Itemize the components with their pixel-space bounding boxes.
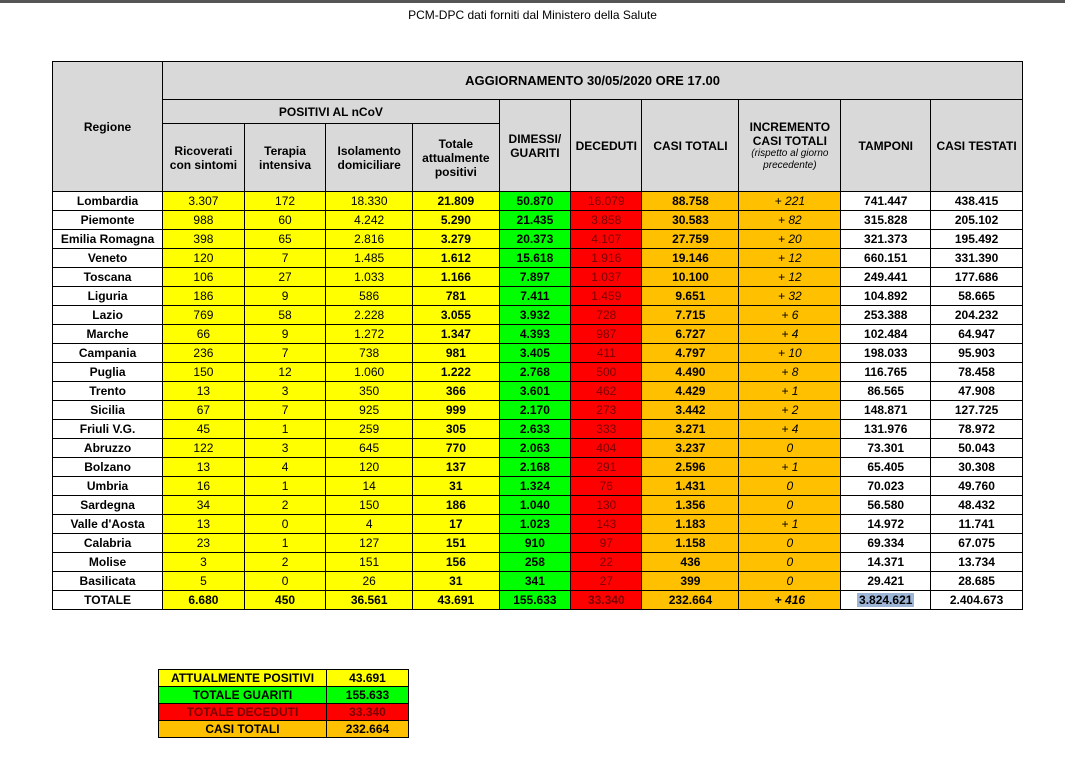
cell-casi-totali: 6.727 xyxy=(642,325,739,344)
cell-incremento-total: + 416 xyxy=(739,591,841,610)
cell-ricoverati: 106 xyxy=(163,268,245,287)
summary-deceduti-value: 33.340 xyxy=(327,704,409,721)
header-incremento-note: (rispetto al giorno precedente) xyxy=(751,147,829,171)
summary-casi-value: 232.664 xyxy=(327,721,409,738)
cell-casi-totali: 1.356 xyxy=(642,496,739,515)
cell-tamponi: 116.765 xyxy=(841,363,931,382)
cell-tamponi: 131.976 xyxy=(841,420,931,439)
table-row xyxy=(53,534,1023,553)
cell-terapia: 172 xyxy=(244,192,326,211)
summary-positivi-value: 43.691 xyxy=(327,670,409,687)
cell-incremento: + 6 xyxy=(739,306,841,325)
cell-casi-totali: 1.183 xyxy=(642,515,739,534)
cell-casi-testati: 331.390 xyxy=(931,249,1023,268)
cell-casi-totali: 3.442 xyxy=(642,401,739,420)
cell-ricoverati: 186 xyxy=(163,287,245,306)
cell-incremento: 0 xyxy=(739,534,841,553)
cell-terapia: 2 xyxy=(244,553,326,572)
cell-dimessi: 20.373 xyxy=(499,230,570,249)
table-row-total xyxy=(53,591,1023,610)
cell-incremento: + 1 xyxy=(739,515,841,534)
cell-dimessi: 4.393 xyxy=(499,325,570,344)
cell-ricoverati: 769 xyxy=(163,306,245,325)
header-casi-testati: CASI TESTATI xyxy=(931,100,1023,192)
cell-dimessi: 341 xyxy=(499,572,570,591)
table-row xyxy=(53,382,1023,401)
cell-ricoverati: 66 xyxy=(163,325,245,344)
cell-isolamento: 26 xyxy=(326,572,413,591)
cell-casi-testati: 64.947 xyxy=(931,325,1023,344)
table-row xyxy=(53,439,1023,458)
cell-dimessi: 2.170 xyxy=(499,401,570,420)
cell-casi-testati: 438.415 xyxy=(931,192,1023,211)
cell-terapia: 27 xyxy=(244,268,326,287)
cell-ricoverati: 398 xyxy=(163,230,245,249)
cell-totale-positivi: 17 xyxy=(413,515,500,534)
cell-casi-totali: 4.490 xyxy=(642,363,739,382)
cell-regione: Liguria xyxy=(53,287,163,306)
cell-isolamento: 18.330 xyxy=(326,192,413,211)
cell-isolamento: 350 xyxy=(326,382,413,401)
cell-ricoverati: 34 xyxy=(163,496,245,515)
cell-terapia-total: 450 xyxy=(244,591,326,610)
cell-terapia: 3 xyxy=(244,439,326,458)
cell-dimessi: 1.324 xyxy=(499,477,570,496)
cell-dimessi: 3.601 xyxy=(499,382,570,401)
header-ricoverati: Ricoverati con sintomi xyxy=(163,124,245,192)
cell-incremento: + 10 xyxy=(739,344,841,363)
cell-casi-testati: 195.492 xyxy=(931,230,1023,249)
cell-ricoverati: 3.307 xyxy=(163,192,245,211)
cell-terapia: 2 xyxy=(244,496,326,515)
cell-totale-positivi: 137 xyxy=(413,458,500,477)
cell-isolamento: 127 xyxy=(326,534,413,553)
cell-dimessi: 3.405 xyxy=(499,344,570,363)
cell-totale-positivi: 981 xyxy=(413,344,500,363)
cell-terapia: 7 xyxy=(244,249,326,268)
cell-tamponi: 65.405 xyxy=(841,458,931,477)
cell-casi-testati-total: 2.404.673 xyxy=(931,591,1023,610)
cell-totale-positivi: 21.809 xyxy=(413,192,500,211)
cell-casi-totali: 436 xyxy=(642,553,739,572)
header-dimessi: DIMESSI/ GUARITI xyxy=(499,100,570,192)
cell-isolamento: 925 xyxy=(326,401,413,420)
cell-tamponi: 249.441 xyxy=(841,268,931,287)
cell-casi-testati: 13.734 xyxy=(931,553,1023,572)
cell-deceduti: 728 xyxy=(571,306,642,325)
cell-incremento: + 82 xyxy=(739,211,841,230)
cell-terapia: 0 xyxy=(244,572,326,591)
cell-dimessi: 1.040 xyxy=(499,496,570,515)
cell-regione: Molise xyxy=(53,553,163,572)
cell-regione: Abruzzo xyxy=(53,439,163,458)
cell-deceduti: 291 xyxy=(571,458,642,477)
cell-totale-positivi: 186 xyxy=(413,496,500,515)
table-row xyxy=(53,249,1023,268)
table-row xyxy=(53,344,1023,363)
cell-totale-positivi: 1.166 xyxy=(413,268,500,287)
cell-regione: Campania xyxy=(53,344,163,363)
cell-terapia: 65 xyxy=(244,230,326,249)
cell-deceduti: 404 xyxy=(571,439,642,458)
cell-casi-totali: 4.797 xyxy=(642,344,739,363)
cell-incremento: + 8 xyxy=(739,363,841,382)
cell-regione: Bolzano xyxy=(53,458,163,477)
page-header: PCM-DPC dati forniti dal Ministero della Salute xyxy=(408,8,657,22)
cell-casi-testati: 205.102 xyxy=(931,211,1023,230)
total-tamponi-highlight: 3.824.621 xyxy=(859,593,913,607)
cell-incremento: 0 xyxy=(739,572,841,591)
cell-dimessi: 15.618 xyxy=(499,249,570,268)
cell-regione: Sicilia xyxy=(53,401,163,420)
table-row xyxy=(53,477,1023,496)
cell-isolamento: 2.228 xyxy=(326,306,413,325)
cell-tamponi: 14.371 xyxy=(841,553,931,572)
cell-casi-testati: 67.075 xyxy=(931,534,1023,553)
cell-regione: Veneto xyxy=(53,249,163,268)
cell-dimessi: 1.023 xyxy=(499,515,570,534)
cell-casi-totali: 7.715 xyxy=(642,306,739,325)
cell-ricoverati: 122 xyxy=(163,439,245,458)
cell-isolamento: 14 xyxy=(326,477,413,496)
cell-terapia: 7 xyxy=(244,344,326,363)
cell-tamponi: 29.421 xyxy=(841,572,931,591)
cell-casi-totali: 88.758 xyxy=(642,192,739,211)
header-regione: Regione xyxy=(53,62,163,192)
cell-casi-totali: 1.431 xyxy=(642,477,739,496)
cell-incremento: + 12 xyxy=(739,249,841,268)
cell-dimessi: 2.063 xyxy=(499,439,570,458)
summary-row-guariti xyxy=(159,687,409,704)
cell-totale-positivi: 156 xyxy=(413,553,500,572)
cell-isolamento: 1.485 xyxy=(326,249,413,268)
cell-deceduti: 462 xyxy=(571,382,642,401)
header-incremento xyxy=(739,100,841,192)
table-body xyxy=(53,192,1023,610)
cell-regione: Friuli V.G. xyxy=(53,420,163,439)
cell-regione: Toscana xyxy=(53,268,163,287)
header-incremento-label: INCREMENTO CASI TOTALI xyxy=(749,119,831,148)
cell-regione: Calabria xyxy=(53,534,163,553)
cell-casi-testati: 127.725 xyxy=(931,401,1023,420)
cell-regione: Sardegna xyxy=(53,496,163,515)
cell-incremento: + 4 xyxy=(739,325,841,344)
cell-casi-totali: 30.583 xyxy=(642,211,739,230)
cell-tamponi: 86.565 xyxy=(841,382,931,401)
cell-casi-testati: 30.308 xyxy=(931,458,1023,477)
cell-deceduti: 3.858 xyxy=(571,211,642,230)
cell-tamponi: 69.334 xyxy=(841,534,931,553)
cell-totale-positivi: 1.222 xyxy=(413,363,500,382)
cell-isolamento: 4 xyxy=(326,515,413,534)
summary-guariti-value: 155.633 xyxy=(327,687,409,704)
cell-casi-totali: 2.596 xyxy=(642,458,739,477)
cell-regione: Lazio xyxy=(53,306,163,325)
cell-ricoverati: 3 xyxy=(163,553,245,572)
cell-dimessi: 2.168 xyxy=(499,458,570,477)
cell-regione: Emilia Romagna xyxy=(53,230,163,249)
header-tamponi: TAMPONI xyxy=(841,100,931,192)
cell-ricoverati: 23 xyxy=(163,534,245,553)
cell-isolamento: 4.242 xyxy=(326,211,413,230)
cell-isolamento: 645 xyxy=(326,439,413,458)
cell-ricoverati: 150 xyxy=(163,363,245,382)
header-update-title: AGGIORNAMENTO 30/05/2020 ORE 17.00 xyxy=(163,62,1023,100)
cell-deceduti: 130 xyxy=(571,496,642,515)
summary-positivi-label: ATTUALMENTE POSITIVI xyxy=(159,670,327,687)
cell-dimessi: 50.870 xyxy=(499,192,570,211)
cell-totale-positivi: 770 xyxy=(413,439,500,458)
cell-regione: Piemonte xyxy=(53,211,163,230)
cell-regione: Puglia xyxy=(53,363,163,382)
cell-terapia: 60 xyxy=(244,211,326,230)
cell-terapia: 1 xyxy=(244,534,326,553)
cell-isolamento: 1.272 xyxy=(326,325,413,344)
cell-isolamento: 259 xyxy=(326,420,413,439)
summary-deceduti-label: TOTALE DECEDUTI xyxy=(159,704,327,721)
cell-ricoverati: 13 xyxy=(163,515,245,534)
cell-casi-testati: 48.432 xyxy=(931,496,1023,515)
table-row xyxy=(53,553,1023,572)
cell-ricoverati: 16 xyxy=(163,477,245,496)
cell-tamponi: 148.871 xyxy=(841,401,931,420)
cell-casi-totali: 19.146 xyxy=(642,249,739,268)
cell-dimessi: 2.633 xyxy=(499,420,570,439)
cell-tamponi-total xyxy=(841,591,931,610)
cell-incremento: 0 xyxy=(739,477,841,496)
cell-tamponi: 198.033 xyxy=(841,344,931,363)
table-row xyxy=(53,458,1023,477)
cell-tamponi: 660.151 xyxy=(841,249,931,268)
summary-row-positivi xyxy=(159,670,409,687)
cell-casi-testati: 177.686 xyxy=(931,268,1023,287)
cell-tamponi: 253.388 xyxy=(841,306,931,325)
cell-dimessi-total: 155.633 xyxy=(499,591,570,610)
cell-tamponi: 741.447 xyxy=(841,192,931,211)
cell-terapia: 7 xyxy=(244,401,326,420)
summary-table xyxy=(158,669,409,738)
table-row xyxy=(53,363,1023,382)
cell-deceduti: 411 xyxy=(571,344,642,363)
cell-totale-positivi: 3.279 xyxy=(413,230,500,249)
table-row xyxy=(53,306,1023,325)
cell-incremento: 0 xyxy=(739,496,841,515)
cell-deceduti: 1.459 xyxy=(571,287,642,306)
cell-casi-totali: 4.429 xyxy=(642,382,739,401)
cell-deceduti: 1.916 xyxy=(571,249,642,268)
cell-terapia: 4 xyxy=(244,458,326,477)
cell-tamponi: 321.373 xyxy=(841,230,931,249)
table-row xyxy=(53,287,1023,306)
cell-incremento: + 4 xyxy=(739,420,841,439)
cell-totale-positivi: 1.612 xyxy=(413,249,500,268)
table-row xyxy=(53,401,1023,420)
cell-casi-testati: 28.685 xyxy=(931,572,1023,591)
cell-dimessi: 2.768 xyxy=(499,363,570,382)
cell-regione: Lombardia xyxy=(53,192,163,211)
table-row xyxy=(53,192,1023,211)
cell-terapia: 1 xyxy=(244,477,326,496)
summary-row-deceduti xyxy=(159,704,409,721)
cell-isolamento: 1.060 xyxy=(326,363,413,382)
cell-isolamento: 151 xyxy=(326,553,413,572)
header-positivi-group: POSITIVI AL nCoV xyxy=(163,100,500,124)
header-terapia: Terapia intensiva xyxy=(244,124,326,192)
cell-casi-testati: 11.741 xyxy=(931,515,1023,534)
cell-isolamento: 120 xyxy=(326,458,413,477)
cell-casi-testati: 50.043 xyxy=(931,439,1023,458)
cell-totale-positivi: 5.290 xyxy=(413,211,500,230)
cell-deceduti: 273 xyxy=(571,401,642,420)
cell-tamponi: 102.484 xyxy=(841,325,931,344)
cell-regione: Umbria xyxy=(53,477,163,496)
cell-casi-totali: 1.158 xyxy=(642,534,739,553)
cell-casi-testati: 78.972 xyxy=(931,420,1023,439)
cell-casi-testati: 49.760 xyxy=(931,477,1023,496)
cell-deceduti: 987 xyxy=(571,325,642,344)
covid-regional-table xyxy=(52,61,1023,610)
cell-isolamento: 150 xyxy=(326,496,413,515)
cell-casi-testati: 95.903 xyxy=(931,344,1023,363)
cell-deceduti: 16.079 xyxy=(571,192,642,211)
cell-ricoverati: 988 xyxy=(163,211,245,230)
header-casi-totali: CASI TOTALI xyxy=(642,100,739,192)
cell-incremento: 0 xyxy=(739,553,841,572)
cell-regione: Basilicata xyxy=(53,572,163,591)
cell-isolamento: 586 xyxy=(326,287,413,306)
cell-totale-positivi: 305 xyxy=(413,420,500,439)
cell-deceduti: 1.037 xyxy=(571,268,642,287)
cell-casi-totali: 10.100 xyxy=(642,268,739,287)
cell-regione-total: TOTALE xyxy=(53,591,163,610)
cell-tamponi: 14.972 xyxy=(841,515,931,534)
cell-deceduti: 27 xyxy=(571,572,642,591)
cell-regione: Trento xyxy=(53,382,163,401)
cell-terapia: 12 xyxy=(244,363,326,382)
cell-terapia: 9 xyxy=(244,325,326,344)
cell-incremento: + 2 xyxy=(739,401,841,420)
summary-casi-label: CASI TOTALI xyxy=(159,721,327,738)
table-row xyxy=(53,572,1023,591)
cell-ricoverati: 13 xyxy=(163,382,245,401)
table-row xyxy=(53,230,1023,249)
cell-incremento: + 1 xyxy=(739,382,841,401)
cell-casi-testati: 47.908 xyxy=(931,382,1023,401)
cell-isolamento: 738 xyxy=(326,344,413,363)
cell-totale-positivi: 366 xyxy=(413,382,500,401)
header-isolamento: Isolamento domiciliare xyxy=(326,124,413,192)
cell-casi-testati: 204.232 xyxy=(931,306,1023,325)
cell-deceduti: 4.107 xyxy=(571,230,642,249)
cell-deceduti-total: 33.340 xyxy=(571,591,642,610)
cell-regione: Marche xyxy=(53,325,163,344)
cell-tamponi: 73.301 xyxy=(841,439,931,458)
cell-incremento: + 12 xyxy=(739,268,841,287)
cell-totale-positivi: 1.347 xyxy=(413,325,500,344)
cell-deceduti: 97 xyxy=(571,534,642,553)
cell-dimessi: 3.932 xyxy=(499,306,570,325)
summary-row-casi xyxy=(159,721,409,738)
cell-incremento: + 32 xyxy=(739,287,841,306)
cell-isolamento: 1.033 xyxy=(326,268,413,287)
cell-deceduti: 500 xyxy=(571,363,642,382)
cell-totale-positivi: 31 xyxy=(413,572,500,591)
cell-deceduti: 22 xyxy=(571,553,642,572)
table-row xyxy=(53,515,1023,534)
cell-casi-testati: 78.458 xyxy=(931,363,1023,382)
cell-tamponi: 70.023 xyxy=(841,477,931,496)
cell-isolamento-total: 36.561 xyxy=(326,591,413,610)
cell-totale-positivi: 3.055 xyxy=(413,306,500,325)
cell-dimessi: 7.897 xyxy=(499,268,570,287)
cell-dimessi: 910 xyxy=(499,534,570,553)
cell-isolamento: 2.816 xyxy=(326,230,413,249)
header-deceduti: DECEDUTI xyxy=(571,100,642,192)
cell-ricoverati: 5 xyxy=(163,572,245,591)
cell-casi-totali-total: 232.664 xyxy=(642,591,739,610)
cell-ricoverati: 13 xyxy=(163,458,245,477)
cell-ricoverati-total: 6.680 xyxy=(163,591,245,610)
cell-regione: Valle d'Aosta xyxy=(53,515,163,534)
cell-tamponi: 104.892 xyxy=(841,287,931,306)
cell-terapia: 1 xyxy=(244,420,326,439)
table-row xyxy=(53,496,1023,515)
cell-totale-positivi-total: 43.691 xyxy=(413,591,500,610)
cell-deceduti: 76 xyxy=(571,477,642,496)
cell-casi-testati: 58.665 xyxy=(931,287,1023,306)
cell-tamponi: 56.580 xyxy=(841,496,931,515)
cell-totale-positivi: 999 xyxy=(413,401,500,420)
summary-guariti-label: TOTALE GUARITI xyxy=(159,687,327,704)
cell-casi-totali: 3.271 xyxy=(642,420,739,439)
cell-casi-totali: 9.651 xyxy=(642,287,739,306)
cell-incremento: + 1 xyxy=(739,458,841,477)
cell-tamponi: 315.828 xyxy=(841,211,931,230)
header-totale-positivi: Totale attualmente positivi xyxy=(413,124,500,192)
cell-deceduti: 333 xyxy=(571,420,642,439)
table-row xyxy=(53,325,1023,344)
cell-incremento: + 20 xyxy=(739,230,841,249)
table-row xyxy=(53,420,1023,439)
cell-dimessi: 258 xyxy=(499,553,570,572)
cell-dimessi: 7.411 xyxy=(499,287,570,306)
cell-totale-positivi: 781 xyxy=(413,287,500,306)
cell-terapia: 0 xyxy=(244,515,326,534)
cell-totale-positivi: 151 xyxy=(413,534,500,553)
cell-terapia: 58 xyxy=(244,306,326,325)
cell-casi-totali: 3.237 xyxy=(642,439,739,458)
top-rule xyxy=(0,0,1065,3)
cell-deceduti: 143 xyxy=(571,515,642,534)
cell-ricoverati: 120 xyxy=(163,249,245,268)
cell-casi-totali: 399 xyxy=(642,572,739,591)
cell-totale-positivi: 31 xyxy=(413,477,500,496)
cell-dimessi: 21.435 xyxy=(499,211,570,230)
cell-incremento: 0 xyxy=(739,439,841,458)
table-row xyxy=(53,211,1023,230)
cell-ricoverati: 236 xyxy=(163,344,245,363)
table-row xyxy=(53,268,1023,287)
cell-ricoverati: 45 xyxy=(163,420,245,439)
cell-incremento: + 221 xyxy=(739,192,841,211)
cell-casi-totali: 27.759 xyxy=(642,230,739,249)
cell-terapia: 3 xyxy=(244,382,326,401)
cell-ricoverati: 67 xyxy=(163,401,245,420)
cell-terapia: 9 xyxy=(244,287,326,306)
